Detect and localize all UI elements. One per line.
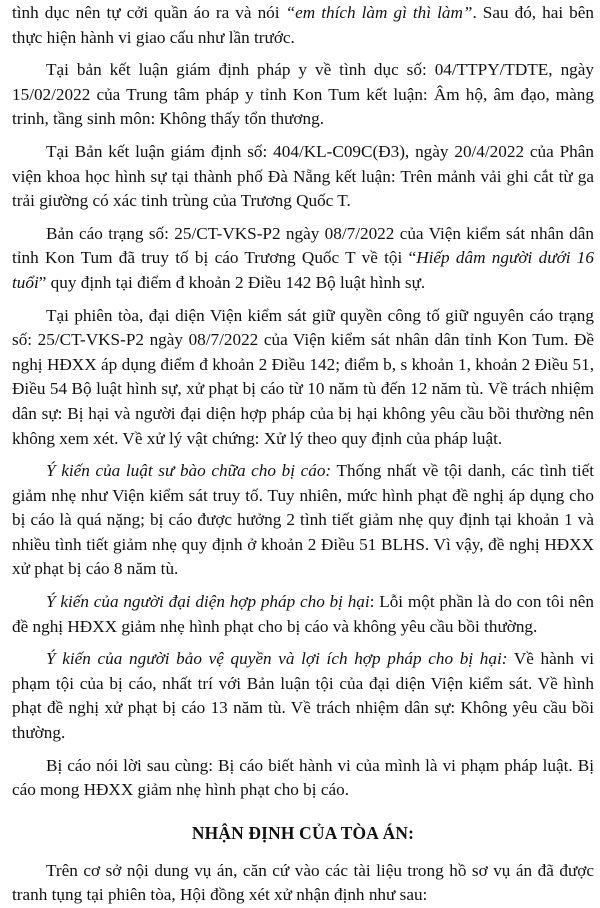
text-run: tình dục nên tự cởi quần áo ra và nói: [12, 3, 286, 22]
section-heading: NHẬN ĐỊNH CỦA TÒA ÁN:: [191, 822, 415, 843]
paragraph-continuation: [12, 1, 594, 50]
text-run: ” quy định tại điểm đ khoản 2 Điều 142 Bộ luật hình sự.: [38, 272, 426, 292]
italic-quote: “em thích làm gì thì làm”: [285, 3, 473, 22]
paragraph-defense-opinion: [12, 459, 594, 582]
italic-charge: Hiếp dâm người dưới 16 tuổi: [12, 248, 594, 292]
paragraph-victim-advocate-opinion: [12, 647, 594, 745]
paragraph-legal-representative-opinion: [12, 590, 594, 639]
paragraph-court-findings-intro: Trên cơ sở nội dung vụ án, căn cứ vào các tài liệu trong hồ sơ vụ án đã được tranh tụng tại phiên tòa, Hội đồng xét xử nhận định như sau:: [12, 860, 594, 905]
text-run: Thống nhất về tội danh, các tình tiết giảm nhẹ như Viện kiểm sát truy tố. Tuy nhiên, mức hình phạt đề nghị áp dụng cho bị cáo là quá nặng; bị cáo được hưởng 2 tình tiết giảm nhẹ quy định tại khoản 1 và nhiều tình tiết giảm nhẹ quy định ở khoản 2 Điều 51 BLHS. Vì vậy, đề nghị HĐXX xử phạt bị cáo 8 năm tù.: [12, 461, 595, 579]
italic-label: Ý kiến của luật sư bào chữa cho bị cáo:: [46, 461, 332, 481]
italic-label: Ý kiến của người bảo vệ quyền và lợi ích hợp pháp cho bị hại:: [46, 649, 508, 669]
paragraph-indictment: [12, 222, 594, 296]
paragraph-forensic-conclusion: Tại bản kết luận giám định pháp y về tình dục số: 04/TTPY/TDTE, ngày 15/02/2022 của Trung tâm pháp y tỉnh Kon Tum kết luận: Âm hộ, âm đạo, màng trinh, tầng sinh môn: Không thấy tổn thương.: [12, 60, 594, 129]
text-run: Bản cáo trạng số: 25/CT-VKS-P2 ngày 08/7/2022 của Viện kiểm sát nhân dân tỉnh Kon Tum đã truy tố bị cáo Trương Quốc T về tội “: [12, 223, 594, 268]
paragraph-prosecution: Tại phiên tòa, đại diện Viện kiểm sát giữ quyền công tố giữ nguyên cáo trạng số: 25/CT-VKS-P2 ngày 08/7/2022 của Viện kiểm sát nhân dân tỉnh Kon Tum. Đề nghị HĐXX áp dụng điểm đ khoản 2 Điều 142; điểm b, s khoản 1, khoản 2 Điều 51, Điều 54 Bộ luật hình sự, xử phạt bị cáo từ 10 năm tù đến 12 năm tù. Về trách nhiệm dân sự: Bị hại và người đại diện hợp pháp của bị hại không yêu cầu bồi thường nên không xem xét. Về xử lý vật chứng: Xử lý theo quy định của pháp luật.: [12, 305, 594, 448]
text-run: : Lỗi một phần là do con tôi nên đề nghị HĐXX giảm nhẹ hình phạt cho bị cáo và không yêu cầu bồi thường.: [12, 592, 594, 636]
paragraph-assessment-conclusion: Tại Bản kết luận giám định số: 404/KL-C09C(Đ3), ngày 20/4/2022 của Phân viện khoa học hình sự tại thành phố Đà Nẵng kết luận: Trên mảnh vải ghi cắt từ ga trải giường có xác tinh trùng của Trương Quốc T.: [12, 141, 594, 211]
text-run: . Sau đó, hai bên thực hiện hành vi giao cấu như lần trước.: [12, 3, 594, 47]
italic-label: Ý kiến của người đại diện hợp pháp cho bị hại: [46, 592, 370, 612]
text-run: Về hành vi phạm tội của bị cáo, nhất trí với Bản luận tội của đại diện Viện kiểm sát. Về hình phạt đề nghị xử phạt bị cáo 13 năm tù. Về trách nhiệm dân sự: Không yêu cầu bồi thường.: [12, 649, 594, 743]
paragraph-final-statement: Bị cáo nói lời sau cùng: Bị cáo biết hành vi của mình là vi phạm pháp luật. Bị cáo mong HĐXX giảm nhẹ hình phạt cho bị cáo.: [12, 755, 594, 800]
